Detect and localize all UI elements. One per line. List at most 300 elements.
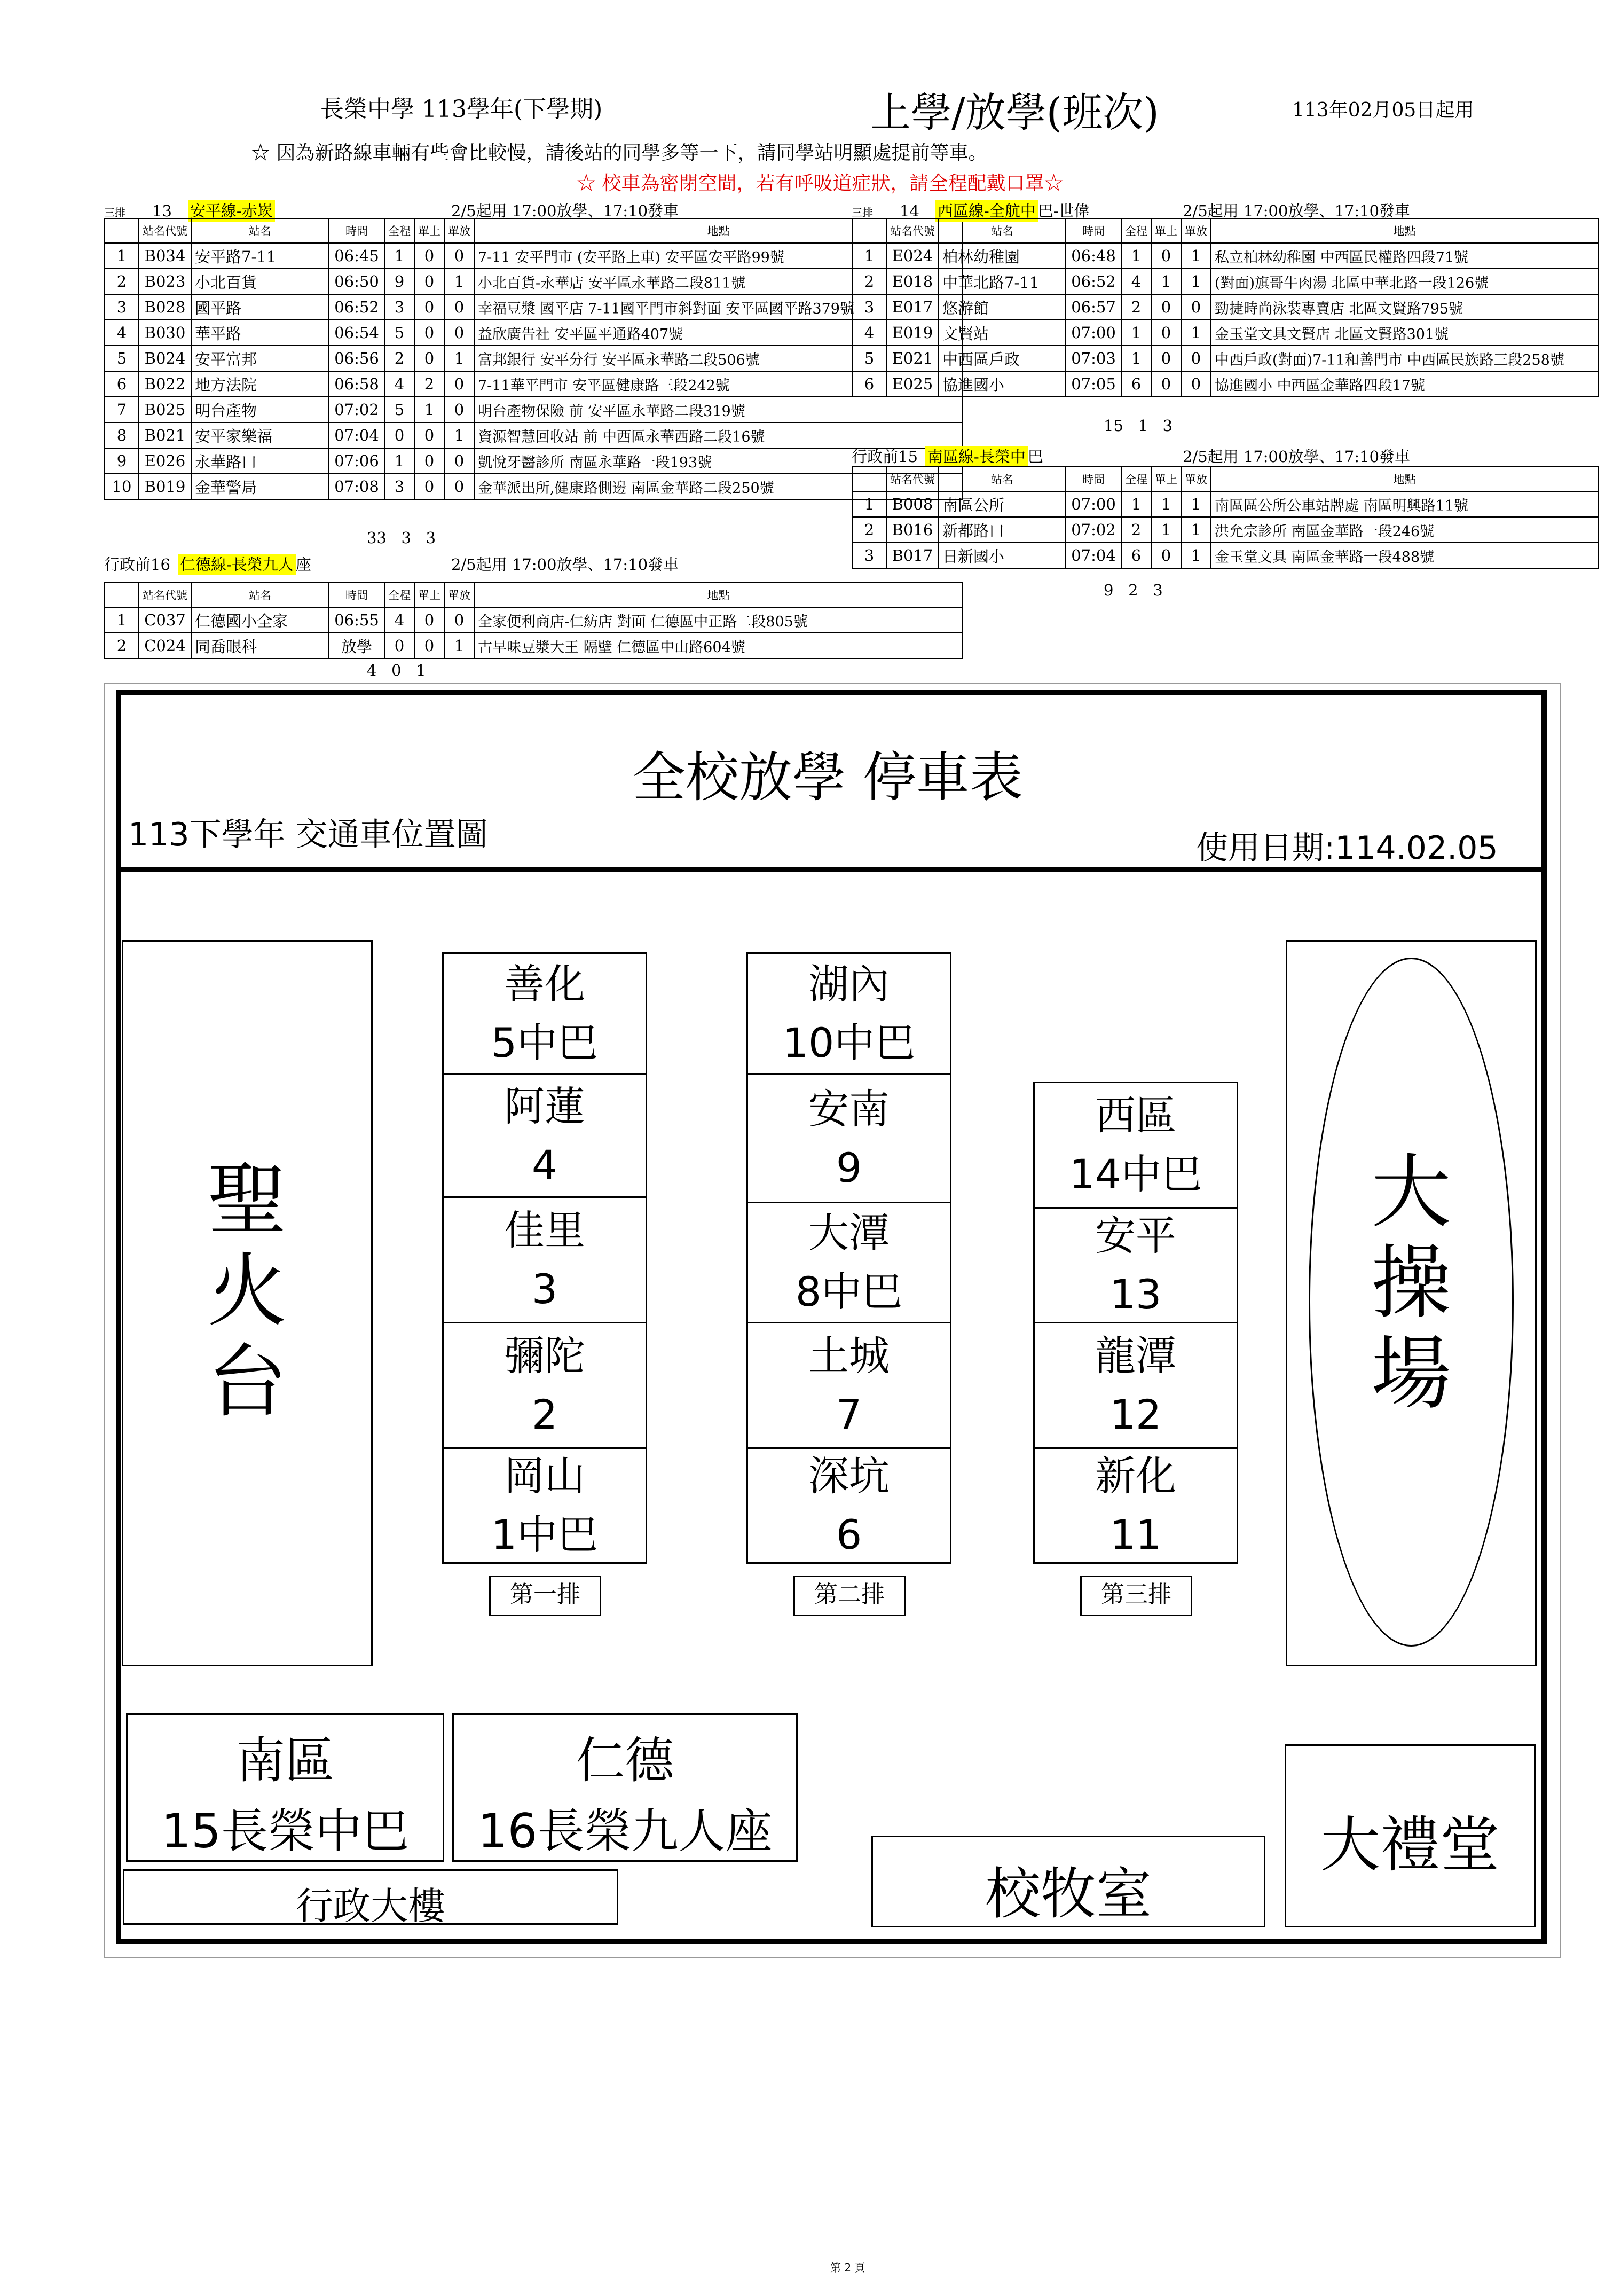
table-cell: B030	[139, 320, 191, 346]
table-cell: 4	[384, 371, 414, 397]
table-cell: 06:57	[1066, 294, 1121, 320]
table-cell: 1	[1181, 320, 1211, 346]
table-cell: 益欣廣告社 安平區平通路407號	[474, 320, 963, 346]
table-cell: 中西區戶政	[939, 346, 1066, 371]
table-cell: 洪允宗診所 南區金華路一段246號	[1211, 517, 1598, 543]
table-cell: 2	[105, 269, 139, 294]
bus-slot-area: 新化	[1095, 1452, 1176, 1500]
table-cell: B023	[139, 269, 191, 294]
table-header-cell: 時間	[329, 583, 384, 607]
table-cell: 1	[1181, 517, 1211, 543]
bus-slot	[746, 1322, 951, 1449]
map-subtitle: 113下學年 交通車位置圖	[128, 816, 488, 853]
table-cell: 0	[414, 320, 444, 346]
table-cell: 6	[852, 371, 886, 397]
table-cell: 06:56	[329, 346, 384, 371]
table-cell: 6	[1121, 371, 1151, 397]
torch-platform-label: 聖 火 台	[207, 1154, 287, 1429]
table-header-cell: 全程	[1121, 218, 1151, 243]
bus-slot	[1033, 1322, 1238, 1449]
row-label: 第一排	[489, 1576, 601, 1616]
bus-slot-area: 阿蓮	[504, 1082, 585, 1130]
table-header-row	[105, 583, 963, 607]
table-cell: 2	[852, 269, 886, 294]
route-name: 南區線-長榮中	[925, 446, 1028, 467]
table-cell: 0	[414, 243, 444, 269]
table-cell: 永華路口	[191, 448, 329, 474]
table-cell: 0	[414, 474, 444, 499]
table-cell: 1	[444, 422, 474, 448]
route-table	[852, 466, 1599, 569]
table-header-cell: 單上	[414, 583, 444, 607]
table-cell: 0	[444, 320, 474, 346]
south-district-bus: 15長榮中巴	[161, 1804, 409, 1859]
bus-slot	[442, 1073, 647, 1198]
table-cell: 3	[105, 294, 139, 320]
route-name-extra: 巴	[1027, 448, 1043, 466]
table-header-cell: 站名	[191, 218, 329, 243]
bus-slot	[746, 1073, 951, 1203]
table-row	[105, 294, 963, 320]
table-cell: 06:54	[329, 320, 384, 346]
bus-slot-number: 8中巴	[795, 1268, 903, 1315]
bus-slot-area: 龍潭	[1095, 1332, 1176, 1380]
bus-slot	[1033, 1207, 1238, 1323]
table-row	[852, 543, 1598, 568]
table-cell: B025	[139, 397, 191, 422]
table-cell: 0	[414, 422, 444, 448]
table-cell: 3	[384, 474, 414, 499]
bus-slot-area: 安南	[808, 1085, 890, 1133]
table-row	[105, 397, 963, 422]
table-row	[105, 371, 963, 397]
table-row	[105, 320, 963, 346]
table-cell: 同喬眼科	[191, 633, 329, 659]
table-cell: 6	[1121, 543, 1151, 568]
table-header-cell: 單放	[1181, 218, 1211, 243]
table-cell: 3	[852, 294, 886, 320]
bus-slot-number: 7	[836, 1391, 862, 1438]
table-row	[105, 422, 963, 448]
table-row	[105, 346, 963, 371]
table-cell: 5	[384, 397, 414, 422]
route-header	[852, 446, 1043, 467]
admin-building	[123, 1869, 618, 1928]
table-cell: 0	[414, 346, 444, 371]
table-header-cell	[852, 467, 886, 491]
table-cell: 1	[1151, 491, 1181, 517]
table-cell: C024	[139, 633, 191, 659]
bus-slot-number: 12	[1109, 1391, 1162, 1438]
table-cell: 0	[444, 607, 474, 633]
chaplain-office-label: 校牧室	[985, 1861, 1152, 1926]
row-label: 第二排	[793, 1576, 906, 1616]
route-schedule: 2/5起用 17:00放學、17:10發車	[451, 555, 679, 574]
table-header-cell: 站名代號	[886, 467, 939, 491]
table-cell: B034	[139, 243, 191, 269]
map-title: 全校放學 停車表	[632, 746, 1023, 809]
bus-slot-area: 大潭	[808, 1209, 890, 1257]
table-header-cell: 全程	[384, 218, 414, 243]
table-cell: 中華北路7-11	[939, 269, 1066, 294]
table-cell: 4	[852, 320, 886, 346]
table-cell: 金玉堂文具文賢店 北區文賢路301號	[1211, 320, 1598, 346]
route-schedule: 2/5起用 17:00放學、17:10發車	[451, 202, 679, 220]
table-cell: B016	[886, 517, 939, 543]
route-table	[852, 218, 1599, 397]
table-header-row	[105, 218, 963, 243]
table-cell: 0	[444, 294, 474, 320]
table-cell: 0	[414, 294, 444, 320]
admin-building-label: 行政大樓	[296, 1884, 445, 1928]
table-cell: 5	[384, 320, 414, 346]
table-cell: 幸福豆漿 國平店 7-11國平門市斜對面 安平區國平路379號	[474, 294, 963, 320]
table-cell: 7-11 安平門市 (安平路上車) 安平區安平路99號	[474, 243, 963, 269]
table-row	[852, 517, 1598, 543]
table-cell: B024	[139, 346, 191, 371]
table-cell: E019	[886, 320, 939, 346]
table-row	[852, 371, 1598, 397]
bus-slot-number: 5中巴	[491, 1019, 599, 1067]
bus-slot-number: 4	[531, 1141, 558, 1189]
table-cell: 1	[1151, 517, 1181, 543]
table-cell: 1	[1181, 243, 1211, 269]
table-header-cell: 地點	[1211, 467, 1598, 491]
route-totals: 4 0 1	[367, 661, 426, 679]
table-header-cell: 站名代號	[139, 218, 191, 243]
table-cell: 1	[1181, 543, 1211, 568]
table-cell: 仁德國小全家	[191, 607, 329, 633]
bus-slot	[1033, 1447, 1238, 1564]
table-cell: 5	[105, 346, 139, 371]
table-row	[105, 474, 963, 499]
table-header-cell: 單放	[1181, 467, 1211, 491]
route-table	[104, 582, 963, 659]
table-cell: 0	[1151, 243, 1181, 269]
table-cell: E024	[886, 243, 939, 269]
table-cell: 0	[1181, 294, 1211, 320]
table-cell: 1	[1121, 320, 1151, 346]
table-cell: 07:02	[329, 397, 384, 422]
bus-slot-area: 善化	[504, 960, 585, 1008]
table-cell: 0	[1151, 371, 1181, 397]
table-cell: 2	[1121, 294, 1151, 320]
table-cell: 金玉堂文具 南區金華路一段488號	[1211, 543, 1598, 568]
table-cell: E021	[886, 346, 939, 371]
table-cell: E018	[886, 269, 939, 294]
route-row-position: 三排	[104, 206, 125, 219]
table-cell: 0	[1151, 543, 1181, 568]
table-row	[105, 448, 963, 474]
rende-name: 仁德	[576, 1732, 674, 1789]
table-cell: 悠游館	[939, 294, 1066, 320]
bus-slot-number: 9	[836, 1143, 862, 1192]
table-cell: 0	[414, 607, 444, 633]
table-cell: 6	[105, 371, 139, 397]
table-cell: 06:45	[329, 243, 384, 269]
table-cell: 富邦銀行 安平分行 安平區永華路二段506號	[474, 346, 963, 371]
table-cell: 1	[414, 397, 444, 422]
auditorium	[1285, 1744, 1536, 1927]
bus-slot	[1033, 1082, 1238, 1209]
table-row	[105, 243, 963, 269]
bus-slot-number: 3	[531, 1265, 558, 1313]
table-cell: 2	[105, 633, 139, 659]
table-cell: 安平富邦	[191, 346, 329, 371]
table-cell: 1	[1121, 346, 1151, 371]
bus-slot-area: 湖內	[808, 960, 890, 1008]
table-header-cell	[852, 218, 886, 243]
bus-slot-area: 西區	[1095, 1092, 1176, 1139]
table-cell: 06:58	[329, 371, 384, 397]
mask-warning: ☆ 校車為密閉空間，若有呼吸道症狀，請全程配戴口罩☆	[577, 173, 1064, 194]
rende-block	[452, 1713, 798, 1862]
table-cell: 0	[444, 371, 474, 397]
bus-slot-number: 14中巴	[1069, 1150, 1202, 1198]
map-date: 使用日期:114.02.05	[1196, 829, 1498, 867]
table-row	[852, 320, 1598, 346]
table-cell: 協進國小 中西區金華路四段17號	[1211, 371, 1598, 397]
table-cell: 10	[105, 474, 139, 499]
table-cell: 資源智慧回收站 前 中西區永華西路二段16號	[474, 422, 963, 448]
table-cell: 日新國小	[939, 543, 1066, 568]
table-cell: 0	[414, 633, 444, 659]
route-number: 14	[900, 202, 919, 220]
rende-bus: 16長榮九人座	[477, 1804, 773, 1859]
table-cell: 7	[105, 397, 139, 422]
table-cell: 5	[852, 346, 886, 371]
page-number: 第 2 頁	[830, 2261, 865, 2274]
route-totals: 33 3 3	[367, 529, 436, 547]
table-cell: 小北百貨-永華店 安平區永華路二段811號	[474, 269, 963, 294]
table-cell: 7-11華平門市 安平區健康路三段242號	[474, 371, 963, 397]
table-cell: 協進國小	[939, 371, 1066, 397]
table-cell: 金華派出所,健康路側邊 南區金華路二段250號	[474, 474, 963, 499]
bus-slot	[746, 952, 951, 1075]
route-schedule: 2/5起用 17:00放學、17:10發車	[1183, 448, 1411, 466]
table-cell: 放學	[329, 633, 384, 659]
route-number: 13	[152, 202, 172, 220]
table-cell: 全家便利商店-仁紡店 對面 仁德區中正路二段805號	[474, 607, 963, 633]
table-cell: 新都路口	[939, 517, 1066, 543]
school-year-title: 長榮中學 113學年(下學期)	[320, 96, 603, 123]
route-name-extra: 巴-世偉	[1037, 202, 1090, 220]
table-header-cell: 時間	[1066, 218, 1121, 243]
table-cell: 明台產物	[191, 397, 329, 422]
table-cell: 07:00	[1066, 491, 1121, 517]
table-header-row	[852, 218, 1598, 243]
table-cell: 07:05	[1066, 371, 1121, 397]
table-header-cell: 單上	[1151, 218, 1181, 243]
table-cell: 華平路	[191, 320, 329, 346]
table-cell: 3	[384, 294, 414, 320]
bus-slot-number: 13	[1109, 1271, 1162, 1318]
table-cell: B021	[139, 422, 191, 448]
table-cell: B008	[886, 491, 939, 517]
table-cell: 南區區公所公車站牌處 南區明興路11號	[1211, 491, 1598, 517]
table-cell: (對面)旗哥牛肉湯 北區中華北路一段126號	[1211, 269, 1598, 294]
table-cell: 1	[1181, 491, 1211, 517]
table-cell: 1	[852, 243, 886, 269]
table-cell: 安平路7-11	[191, 243, 329, 269]
table-cell: 06:55	[329, 607, 384, 633]
bus-slot-number: 2	[531, 1391, 558, 1438]
table-cell: 0	[414, 448, 444, 474]
table-cell: 0	[1181, 346, 1211, 371]
table-cell: 9	[105, 448, 139, 474]
table-cell: 07:04	[329, 422, 384, 448]
table-cell: 0	[1151, 294, 1181, 320]
torch-platform-block	[122, 940, 373, 1666]
table-header-cell: 全程	[384, 583, 414, 607]
page-title: 上學/放學(班次)	[870, 89, 1159, 136]
table-header-cell: 單上	[1151, 467, 1181, 491]
table-header-cell: 地點	[1211, 218, 1598, 243]
bus-slot-number: 6	[836, 1511, 862, 1558]
table-cell: 1	[384, 243, 414, 269]
table-cell: B019	[139, 474, 191, 499]
table-cell: 0	[444, 397, 474, 422]
table-cell: E026	[139, 448, 191, 474]
route-row-position: 行政前16	[104, 555, 170, 574]
bus-slot-area: 深坑	[808, 1452, 890, 1500]
table-cell: 4	[105, 320, 139, 346]
table-cell: 古早味豆漿大王 隔壁 仁德區中山路604號	[474, 633, 963, 659]
table-cell: 南區公所	[939, 491, 1066, 517]
route-name: 仁德線-長榮九人	[178, 554, 296, 575]
row-label: 第三排	[1080, 1576, 1192, 1616]
table-cell: 0	[1151, 346, 1181, 371]
table-cell: 私立柏林幼稚園 中西區民權路四段71號	[1211, 243, 1598, 269]
table-cell: 9	[384, 269, 414, 294]
table-cell: 0	[414, 269, 444, 294]
table-cell: 0	[384, 633, 414, 659]
table-cell: 2	[1121, 517, 1151, 543]
table-header-cell: 站名代號	[886, 218, 939, 243]
bus-slot-area: 岡山	[504, 1452, 585, 1500]
table-header-cell: 站名代號	[139, 583, 191, 607]
route-name: 西區線-全航中	[935, 200, 1038, 222]
table-cell: E017	[886, 294, 939, 320]
table-header-cell	[105, 583, 139, 607]
table-cell: 1	[444, 346, 474, 371]
bus-slot-area: 彌陀	[504, 1332, 585, 1380]
table-cell: 06:48	[1066, 243, 1121, 269]
chaplain-office	[871, 1836, 1265, 1927]
table-cell: 06:50	[329, 269, 384, 294]
table-row	[852, 294, 1598, 320]
bus-slot	[746, 1202, 951, 1323]
table-cell: 2	[414, 371, 444, 397]
table-cell: 07:08	[329, 474, 384, 499]
table-cell: E025	[886, 371, 939, 397]
table-cell: 小北百貨	[191, 269, 329, 294]
table-cell: 中西戶政(對面)7-11和善門市 中西區民族路三段258號	[1211, 346, 1598, 371]
table-header-cell: 地點	[474, 218, 963, 243]
table-cell: 0	[1151, 320, 1181, 346]
table-cell: B017	[886, 543, 939, 568]
table-header-cell: 地點	[474, 583, 963, 607]
table-cell: 0	[444, 448, 474, 474]
table-cell: 1	[1151, 269, 1181, 294]
table-cell: 明台產物保險 前 安平區永華路二段319號	[474, 397, 963, 422]
bus-slot	[442, 1447, 647, 1564]
table-header-cell: 單上	[414, 218, 444, 243]
table-cell: 0	[444, 474, 474, 499]
table-cell: 柏林幼稚園	[939, 243, 1066, 269]
table-row	[105, 607, 963, 633]
table-cell: 1	[105, 243, 139, 269]
bus-slot-area: 土城	[808, 1332, 890, 1380]
table-cell: 1	[105, 607, 139, 633]
route-row-position: 三排	[852, 206, 873, 219]
table-header-cell: 時間	[329, 218, 384, 243]
bus-slot-number: 10中巴	[782, 1019, 916, 1067]
table-header-cell: 時間	[1066, 467, 1121, 491]
table-cell: C037	[139, 607, 191, 633]
bus-slot-number: 11	[1109, 1511, 1162, 1558]
table-header-cell	[105, 218, 139, 243]
start-date: 113年02月05日起用	[1292, 99, 1474, 121]
table-cell: B022	[139, 371, 191, 397]
table-header-row	[852, 467, 1598, 491]
table-cell: 07:02	[1066, 517, 1121, 543]
table-header-cell: 單放	[444, 218, 474, 243]
table-cell: 凱悅牙醫診所 南區永華路一段193號	[474, 448, 963, 474]
bus-slot	[442, 1196, 647, 1323]
table-cell: 金華警局	[191, 474, 329, 499]
table-cell: 07:04	[1066, 543, 1121, 568]
table-row	[105, 633, 963, 659]
table-cell: 0	[444, 243, 474, 269]
route-name-extra: 座	[295, 555, 311, 574]
table-cell: 1	[384, 448, 414, 474]
table-cell: 07:03	[1066, 346, 1121, 371]
bus-slot-area: 佳里	[504, 1206, 585, 1254]
table-cell: 06:52	[329, 294, 384, 320]
bus-slot	[746, 1447, 951, 1564]
table-row	[852, 269, 1598, 294]
table-row	[105, 269, 963, 294]
table-cell: 文賢站	[939, 320, 1066, 346]
table-cell: 1	[444, 269, 474, 294]
table-cell: 07:06	[329, 448, 384, 474]
table-cell: 地方法院	[191, 371, 329, 397]
table-cell: B028	[139, 294, 191, 320]
table-header-cell: 站名	[191, 583, 329, 607]
table-cell: 07:00	[1066, 320, 1121, 346]
table-cell: 0	[1181, 371, 1211, 397]
bus-slot	[442, 1322, 647, 1449]
table-cell: 1	[1121, 491, 1151, 517]
table-cell: 安平家樂福	[191, 422, 329, 448]
bus-slot-area: 安平	[1095, 1212, 1176, 1259]
table-header-cell: 站名	[939, 467, 1066, 491]
playground-label: 大 操 場	[1371, 1146, 1451, 1421]
route-name: 安平線-赤崁	[188, 200, 275, 222]
table-header-cell: 站名	[939, 218, 1066, 243]
table-header-cell: 全程	[1121, 467, 1151, 491]
auditorium-label: 大禮堂	[1320, 1811, 1500, 1880]
table-cell: 8	[105, 422, 139, 448]
table-cell: 1	[1181, 269, 1211, 294]
table-header-cell: 單放	[444, 583, 474, 607]
route-row-position: 行政前15	[852, 448, 918, 466]
table-cell: 2	[384, 346, 414, 371]
table-cell: 4	[1121, 269, 1151, 294]
route-totals: 15 1 3	[1104, 417, 1173, 435]
table-cell: 0	[384, 422, 414, 448]
